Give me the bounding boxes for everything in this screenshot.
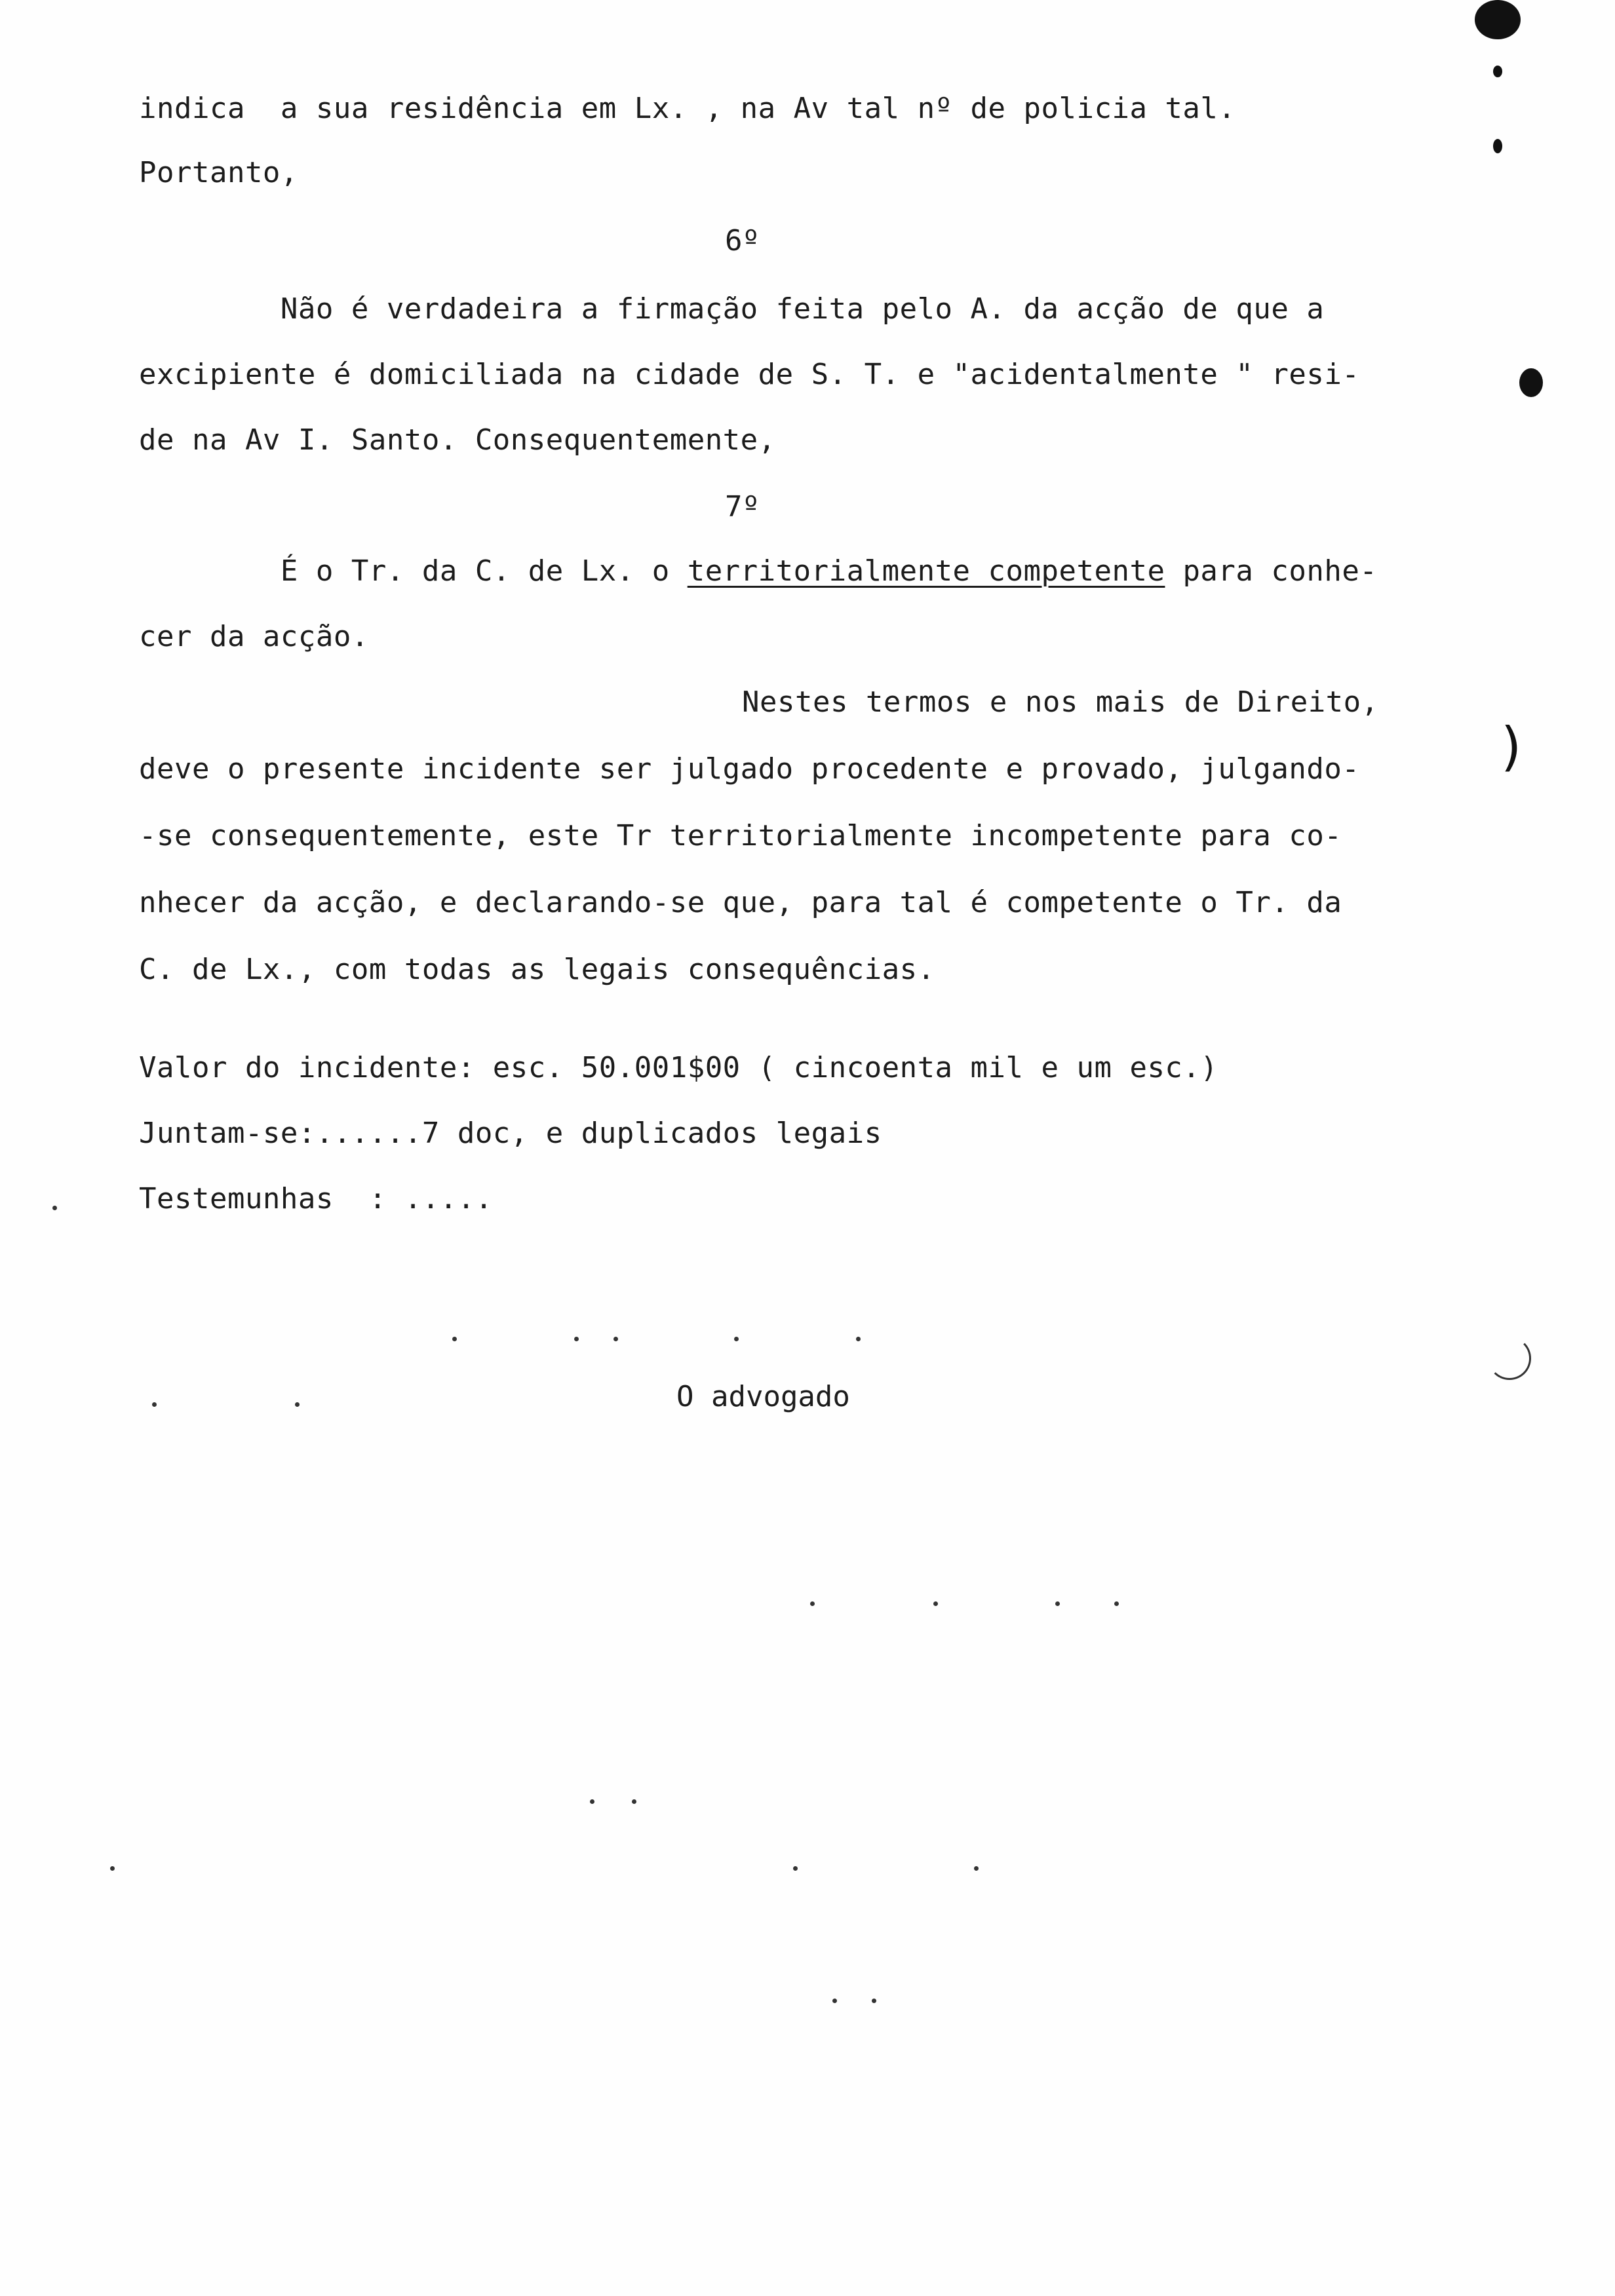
signature-label: O advogado	[676, 1380, 850, 1413]
text-line-11: nhecer da acção, e declarando-se que, para tal é competente o Tr. da	[139, 886, 1342, 919]
speck	[52, 1206, 57, 1210]
speck	[1055, 1601, 1060, 1606]
text-line-1: indica a sua residência em Lx. , na Av tal nº de policia tal.	[139, 92, 1236, 125]
speck	[590, 1799, 594, 1804]
text-line-6	[139, 553, 1377, 590]
punch-mark-2	[1493, 139, 1502, 153]
text-line-7: cer da acção.	[139, 620, 369, 653]
text-line-2: Portanto,	[139, 156, 298, 189]
text-line-3: Não é verdadeira a firmação feita pelo A. da acção de que a	[139, 292, 1325, 326]
punch-hole-top	[1475, 0, 1521, 39]
speck	[856, 1337, 861, 1341]
speck	[613, 1337, 618, 1341]
speck	[295, 1402, 300, 1407]
text-line-8: Nestes termos e nos mais de Direito,	[742, 685, 1379, 719]
bracket-mark: )	[1501, 716, 1522, 777]
attachments-line: Juntam-se:......7 doc, e duplicados legais	[139, 1117, 882, 1150]
speck	[110, 1866, 115, 1871]
text-line-6-end: para conhe-	[1165, 554, 1378, 588]
speck	[574, 1337, 579, 1341]
speck	[810, 1601, 815, 1606]
speck	[1114, 1601, 1119, 1606]
text-line-9: deve o presente incidente ser julgado procedente e provado, julgando-	[139, 752, 1360, 786]
speck	[933, 1601, 938, 1606]
speck	[832, 1999, 837, 2003]
text-line-5: de na Av I. Santo. Consequentemente,	[139, 423, 776, 457]
text-line-12: C. de Lx., com todas as legais consequências.	[139, 953, 935, 986]
punch-mark-1	[1493, 66, 1502, 77]
ring-mark	[1488, 1337, 1531, 1380]
text-line-4: excipiente é domiciliada na cidade de S. T. e "acidentalmente " resi-	[139, 358, 1360, 391]
witnesses-line: Testemunhas : .....	[139, 1182, 493, 1215]
article-number-6: 6º	[725, 224, 760, 258]
speck	[974, 1866, 979, 1871]
article-number-7: 7º	[725, 490, 760, 524]
speck	[632, 1799, 636, 1804]
incident-value: Valor do incidente: esc. 50.001$00 ( cincoenta mil e um esc.)	[139, 1051, 1218, 1084]
text-line-10: -se consequentemente, este Tr territorialmente incompetente para co-	[139, 819, 1342, 852]
speck	[452, 1337, 457, 1341]
speck	[872, 1999, 876, 2003]
underlined-phrase: territorialmente competente	[687, 554, 1165, 588]
speck	[793, 1866, 798, 1871]
text-line-6-start: É o Tr. da C. de Lx. o	[139, 554, 688, 588]
punch-hole-right	[1519, 368, 1543, 397]
speck	[734, 1337, 739, 1341]
speck	[152, 1402, 157, 1407]
